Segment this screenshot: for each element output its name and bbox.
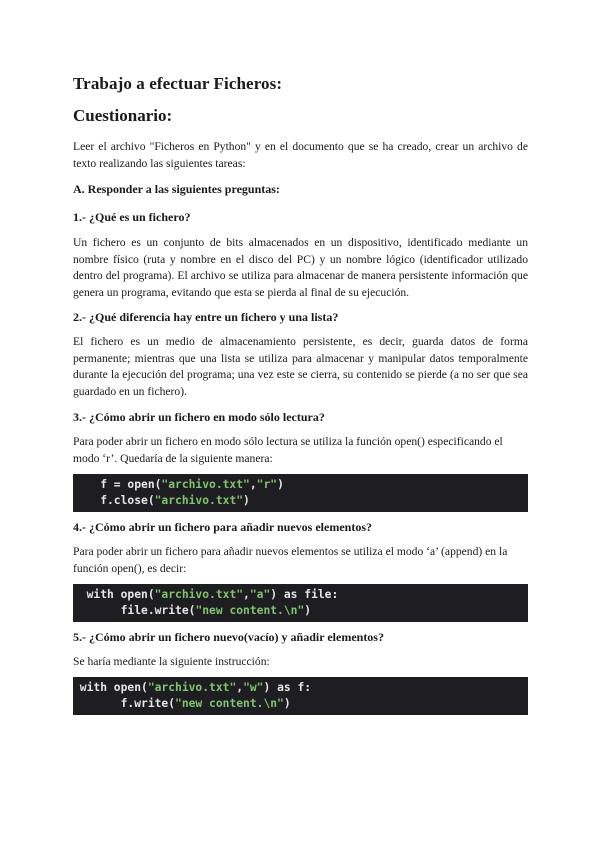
- code-line: with open("archivo.txt","a") as file:: [73, 588, 339, 601]
- question-1-heading: 1.- ¿Qué es un fichero?: [73, 210, 191, 224]
- question-3-answer: Para poder abrir un fichero en modo sólo lectura se utiliza la función open() especificando el modo ‘r’. Quedaría de la siguiente manera:: [73, 435, 503, 465]
- question-4-heading: 4.- ¿Cómo abrir un fichero para añadir nuevos elementos?: [73, 520, 372, 534]
- question-3-heading: 3.- ¿Cómo abrir un fichero en modo sólo lectura?: [73, 410, 325, 424]
- code-line: f.close("archivo.txt"): [73, 494, 250, 507]
- code-line: f.write("new content.\n"): [73, 697, 291, 710]
- question-2-heading: 2.- ¿Qué diferencia hay entre un fichero y una lista?: [73, 310, 339, 324]
- question-4-answer: Para poder abrir un fichero para añadir nuevos elementos se utiliza el modo ‘a’ (append) en la función open(), es decir:: [73, 545, 508, 575]
- code-line: f = open("archivo.txt","r"): [73, 478, 284, 491]
- code-line: with open("archivo.txt","w") as f:: [73, 681, 312, 694]
- question-5-heading: 5.- ¿Cómo abrir un fichero nuevo(vacío) y añadir elementos?: [73, 630, 384, 644]
- question-2-answer: El fichero es un medio de almacenamiento persistente, es decir, guarda datos de forma permanente; mientras que una lista se utiliza para almacenar y manipular datos temporalmente durante la ejecución del programa; una vez este se cierra, su contenido se pierde (a no ser que sea guardado en un fichero).: [73, 335, 528, 398]
- code-block-append: [73, 584, 528, 622]
- section-a-heading: A. Responder a las siguientes preguntas:: [73, 182, 280, 196]
- code-block-read: [73, 474, 528, 512]
- code-block-write: [73, 677, 528, 715]
- intro-paragraph: Leer el archivo "Ficheros en Python" y en el documento que se ha creado, crear un archivo de texto realizando las siguientes tareas:: [73, 140, 528, 170]
- page-subtitle: Cuestionario:: [73, 106, 173, 125]
- question-1-answer: Un fichero es un conjunto de bits almacenados en un dispositivo, identificado mediante un nombre físico (ruta y nombre en el disco del PC) y un nombre lógico (identificador utilizado dentro del programa). El archivo se utiliza para almacenar de manera persistente información que genera un programa, evitando que esta se pierda al final de su ejecución.: [73, 236, 528, 299]
- page-title: Trabajo a efectuar Ficheros:: [73, 74, 283, 93]
- question-5-answer: Se haría mediante la siguiente instrucción:: [73, 655, 270, 668]
- code-line: file.write("new content.\n"): [73, 604, 312, 617]
